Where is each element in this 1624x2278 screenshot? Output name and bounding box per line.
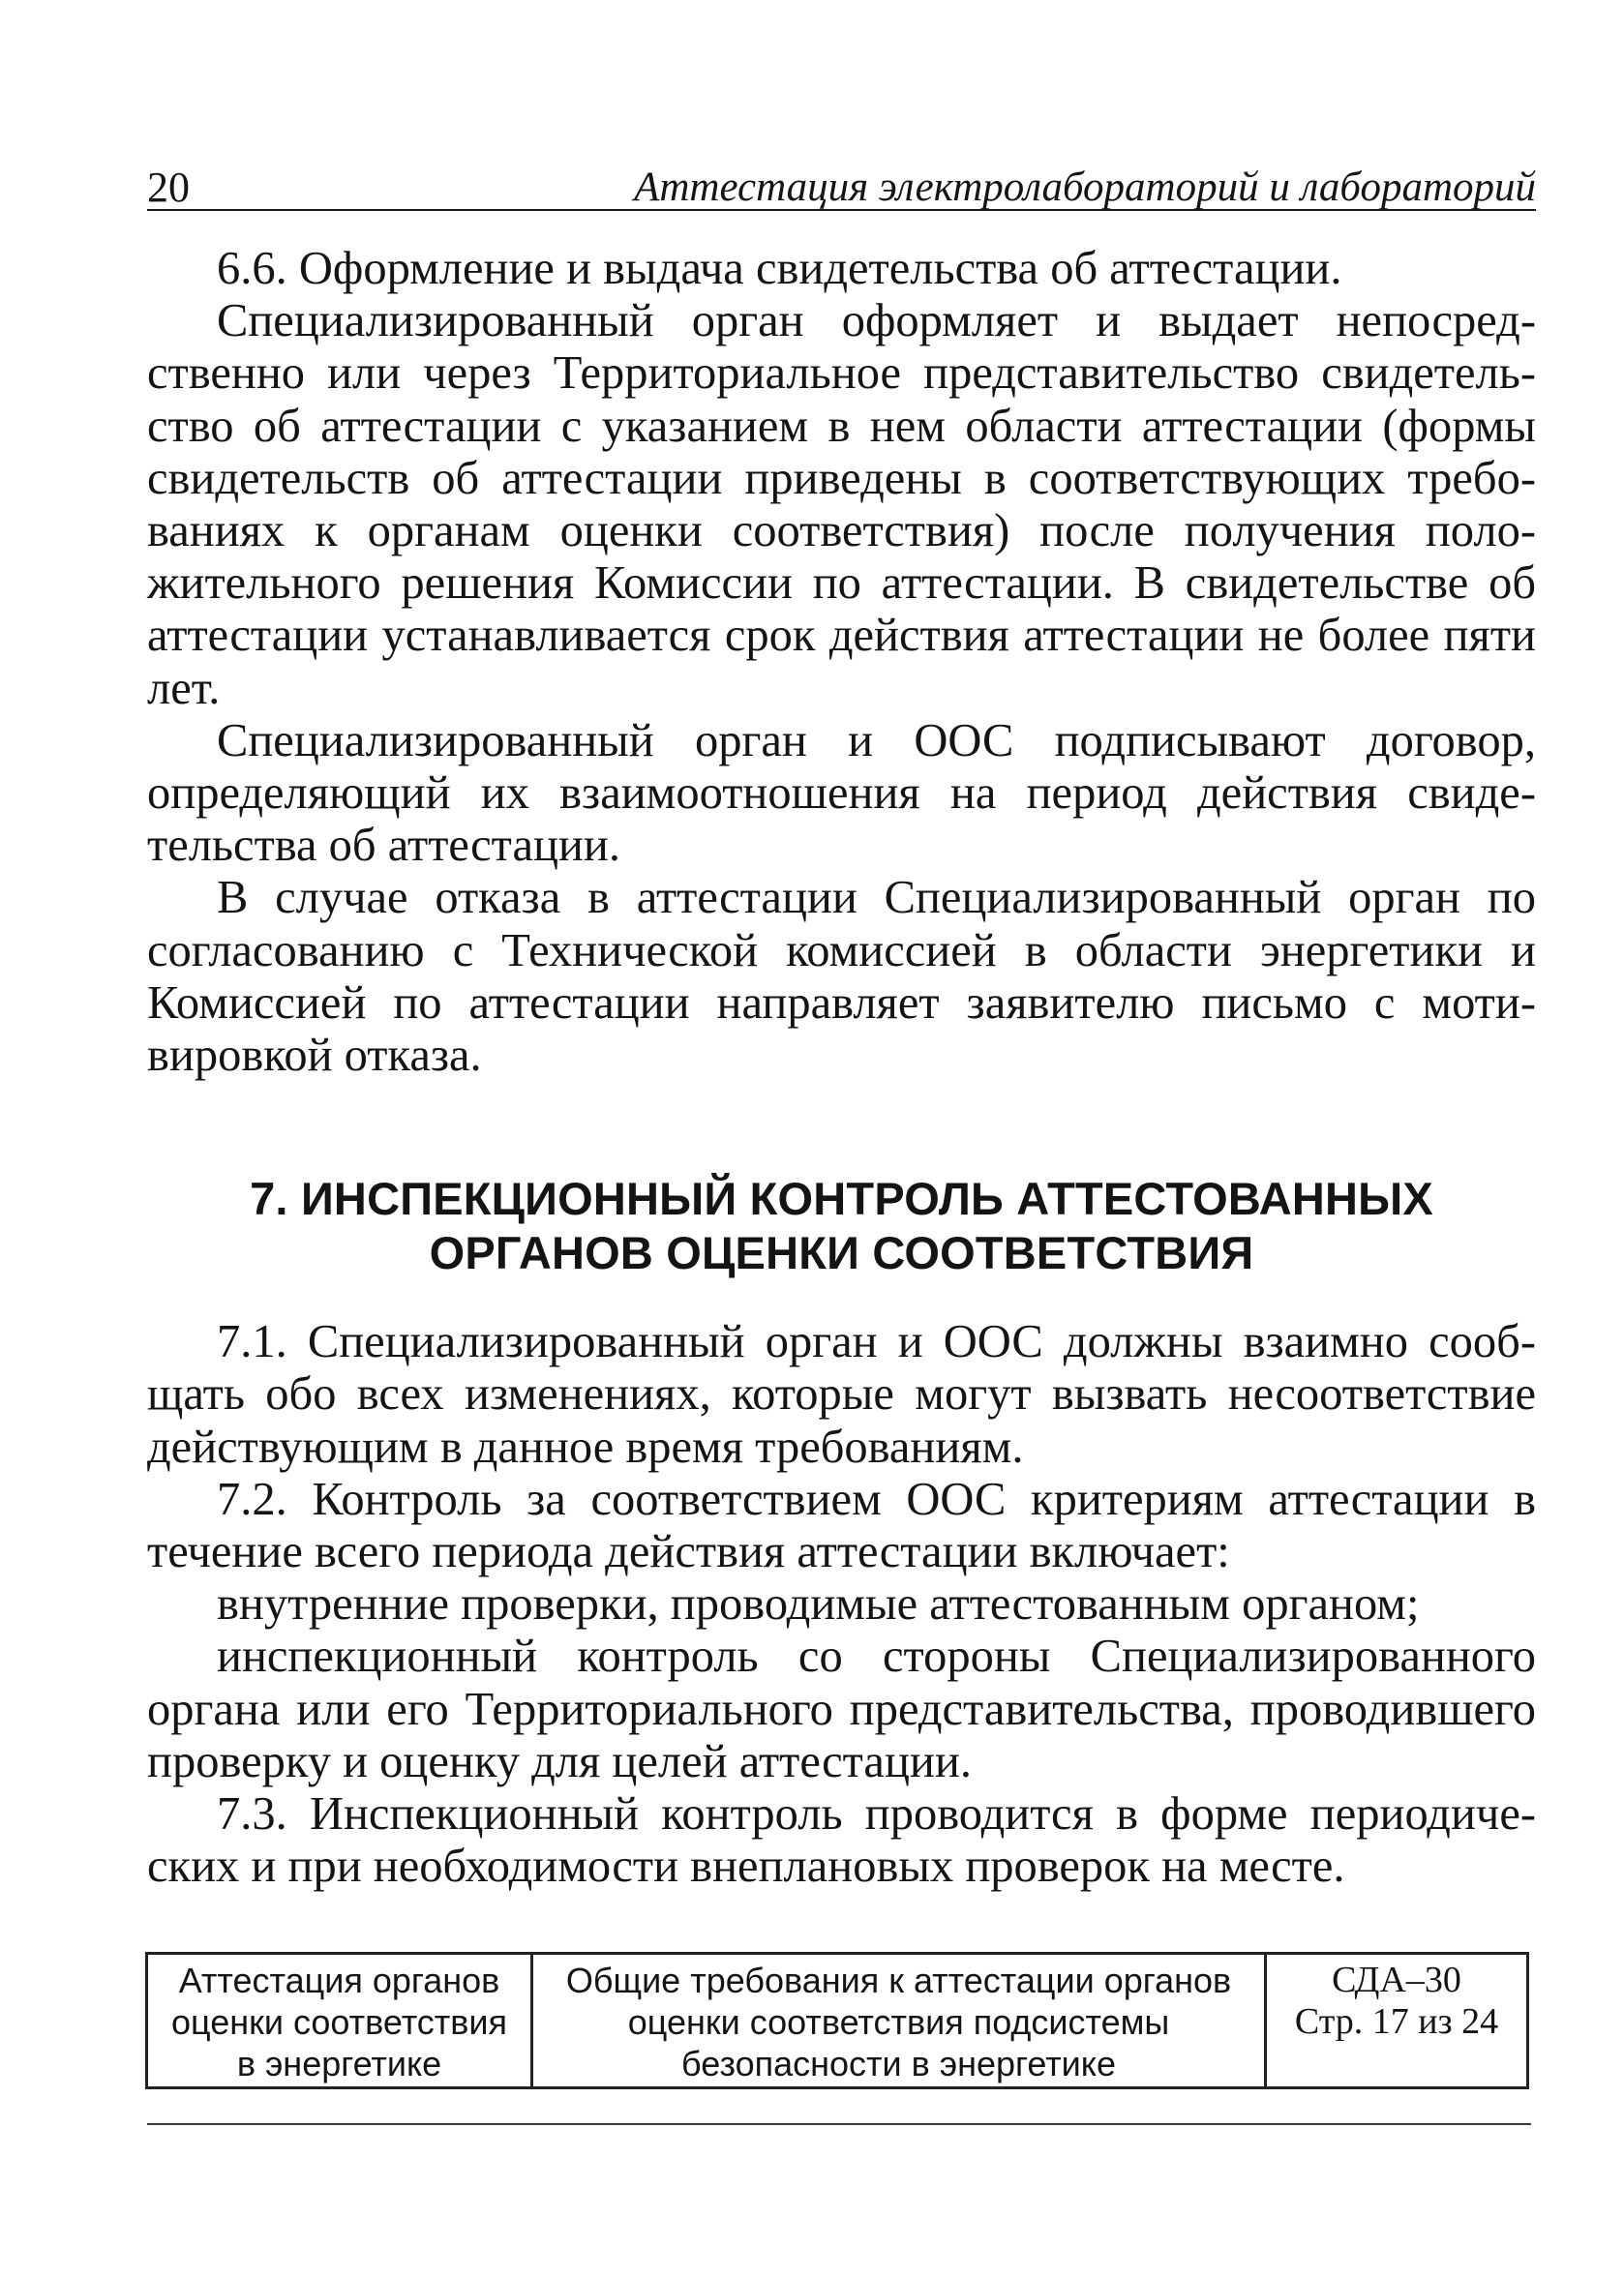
page-number: 20 <box>147 164 190 211</box>
paragraph-inspection-control: инспекционный контроль со стороны Специализированного органа или его Территориального представительства, проводившего проверку и оценку для целей аттестации. <box>147 1631 1536 1787</box>
footer-scope-line-1: Аттестация органов <box>178 1961 500 2000</box>
paragraph-7-1: 7.1. Специализированный орган и ООС должны взаимно сообщать обо всех изменениях, которые могут вызвать несоответствие действующим в данное время требованиям. <box>147 1316 1536 1473</box>
footer-title-line-3: безопасности в энергетике <box>681 2044 1116 2083</box>
paragraph-contract: Специализированный орган и ООС подписывают договор, определяющий их взаимоотношения на период действия свидетельства об аттестации. <box>147 714 1536 872</box>
footer-cell-document-title <box>532 1954 1266 2088</box>
paragraph-internal-checks: внутренние проверки, проводимые аттестованным органом; <box>217 1578 1420 1631</box>
section-heading <box>147 1172 1536 1280</box>
paragraph-7-3: 7.3. Инспекционный контроль проводится в форме периодических и при необходимости внеплановых проверок на месте. <box>147 1788 1536 1893</box>
body-text <box>147 243 1536 1893</box>
footer-divider <box>147 2123 1531 2125</box>
running-header <box>147 159 1536 213</box>
paragraph-certificate-issuance: Специализированный орган оформляет и выдает непосредственно или через Территориальное представительство свидетельство об аттестации с указанием в нем области аттестации (формы свидетельств об аттестации приведены в соответствующих требованиях к органам оценки соответствия) после получения положительного решения Комиссии по аттестации. В свидетельстве об аттестации устанавливается срок действия аттестации не более пяти лет. <box>147 295 1536 714</box>
running-title: Аттестация электролабораторий и лабораторий <box>634 165 1536 210</box>
footer-title-line-2: оценки соответствия подсистемы <box>627 2002 1170 2042</box>
document-footer-table <box>145 1952 1529 2089</box>
footer-code: СДА–30 <box>1332 1960 1461 2000</box>
paragraph-refusal: В случае отказа в аттестации Специализированный орган по согласованию с Технической комиссией в области энергетики и Комиссией по аттестации направляет заявителю письмо с мотивировкой отказа. <box>147 872 1536 1082</box>
footer-scope-line-2: оценки соответствия <box>171 2002 507 2042</box>
footer-title-line-1: Общие требования к аттестации органов <box>565 1961 1232 2000</box>
paragraph-6-6-title: 6.6. Оформление и выдача свидетельства об аттестации. <box>217 243 1342 294</box>
footer-table-row <box>147 1954 1528 2088</box>
section-heading-line-1: 7. ИНСПЕКЦИОННЫЙ КОНТРОЛЬ АТТЕСТОВАННЫХ <box>250 1173 1433 1225</box>
paragraph-7-2: 7.2. Контроль за соответствием ООС критериям аттестации в течение всего периода действия аттестации включает: <box>147 1473 1536 1578</box>
section-heading-line-2: ОРГАНОВ ОЦЕНКИ СООТВЕТСТВИЯ <box>429 1227 1254 1279</box>
footer-scope-line-3: в энергетике <box>236 2044 442 2083</box>
footer-page-count: Стр. 17 из 24 <box>1294 2001 1499 2042</box>
header-divider <box>147 209 1536 211</box>
footer-cell-document-code <box>1266 1954 1528 2088</box>
footer-cell-document-scope <box>147 1954 532 2088</box>
